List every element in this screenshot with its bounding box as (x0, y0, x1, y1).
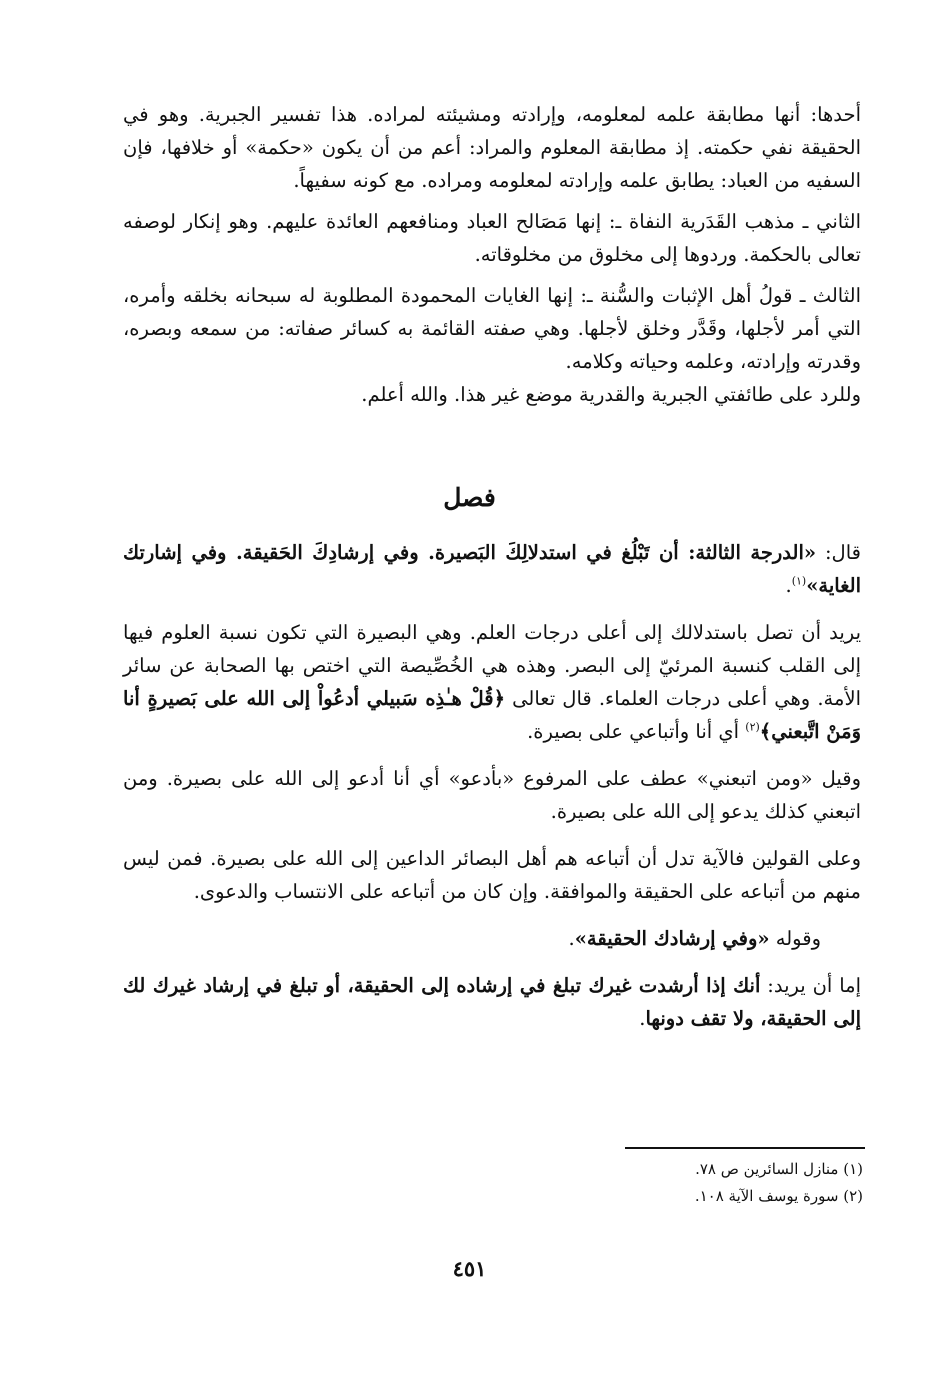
basira-text-end: أي أنا وأتباعي على بصيرة. (527, 720, 746, 743)
footnotes (125, 1156, 863, 1210)
paragraph-qadariyya: الثاني ـ مذهب القَدَرية النفاة ـ: إنها مَصَالح العباد ومنافعهم العائدة عليهم. وهو إنكار لوصفه تعالى بالحكمة. وردوها إلى مخلوق من مخلوقاته. (123, 210, 861, 266)
body-text-top (123, 98, 861, 411)
footnote-2: (٢) سورة يوسف الآية ١٠٨. (694, 1187, 863, 1205)
body-text-bottom (123, 536, 861, 1035)
qawluhu-label: وقوله (769, 927, 821, 950)
paragraph-basira (123, 616, 861, 748)
imma-label: إما أن يريد: (760, 974, 861, 997)
paragraph-qawlayn: وعلى القولين فالآية تدل أن أتباعه هم أهل البصائر الداعين إلى الله على بصيرة. فمن ليس منهم من أتباعه على الحقيقة والموافقة. وإن كان من أتباعه على الانتساب والدعوى. (123, 847, 861, 903)
page-number: ٤٥١ (452, 1256, 487, 1281)
period: . (639, 1007, 646, 1030)
paragraph-closing: وللرد على طائفتي الجبرية والقدرية موضع غير هذا. والله أعلم. (361, 383, 861, 406)
paragraph-imma (123, 969, 861, 1035)
paragraph-jabriyya: أحدها: أنها مطابقة علمه لمعلومه، وإرادته ومشيئته لمراده. هذا تفسير الجبرية. وهو في الحقيقة نفي حكمته. إذ مطابقة المعلوم والمراد: أعم من أن يكون «حكمة» أو خلافها، فإن السفيه من العباد: يطابق علمه وإرادته لمعلومه ومراده. مع كونه سفيهاً. (123, 103, 861, 192)
period: . (785, 574, 792, 597)
said-label: قال: (816, 541, 861, 564)
quran-verse: ﴿قُلْ هـٰذِه سَبيلي أدعُواْ إلى الله على بَصيرةٍ أنا وَمَنْ اتَّبعني﴾ (123, 687, 861, 743)
paragraph-wa-qawluhu (123, 922, 861, 955)
paragraph-ahl-sunna: الثالث ـ قولُ أهل الإثبات والسُّنة ـ: إنها الغايات المحمودة المطلوبة له سبحانه بخلقه وأمره، التي أمر لأجلها، وقَدَّر وخلق لأجلها. وهي صفته القائمة به كسائر صفاته: من سمعه وبصره، وقدرته وإرادته، وعلمه وحياته وكلامه. (123, 284, 861, 373)
footnote-1: (١) منازل السائرين ص ٧٨. (695, 1160, 863, 1178)
footnote-ref-1: (١) (791, 574, 807, 588)
footnote-divider (625, 1147, 865, 1149)
basira-text: يريد أن تصل باستدلالك إلى أعلى درجات العلم. وهي البصيرة التي تكون نسبة العلوم فيها إلى القلب كنسبة المرئيّ إلى البصر. وهذه هي الخُصِّيصة التي اختص بها الصحابة عن سائر الأمة. وهي أعلى درجات العلماء. قال تعالى (123, 621, 861, 710)
quoted-text: «الدرجة الثالثة: أن تَبْلُغ في استدلالِكَ البَصيرة. وفي إرشادِكَ الحَقيقة. وفي إشارتك الغاية» (123, 541, 861, 597)
paragraph-third-degree (123, 536, 861, 602)
paragraph-wa-qila: وقيل «ومن اتبعني» عطف على المرفوع «بأدعو» أي أنا أدعو إلى الله على بصيرة. ومن اتبعني كذلك يدعو إلى الله على بصيرة. (123, 767, 861, 823)
period: . (568, 927, 575, 950)
imma-bold-text: أنك إذا أرشدت غيرك تبلغ في إرشاده إلى الحقيقة، أو تبلغ في إرشاد غيرك لك إلى الحقيقة، ولا تقف دونها (123, 974, 861, 1030)
section-heading: فصل (443, 483, 496, 512)
qawluhu-quote: «وفي إرشادك الحقيقة» (574, 927, 770, 950)
footnote-ref-2: (٢) (745, 720, 760, 734)
